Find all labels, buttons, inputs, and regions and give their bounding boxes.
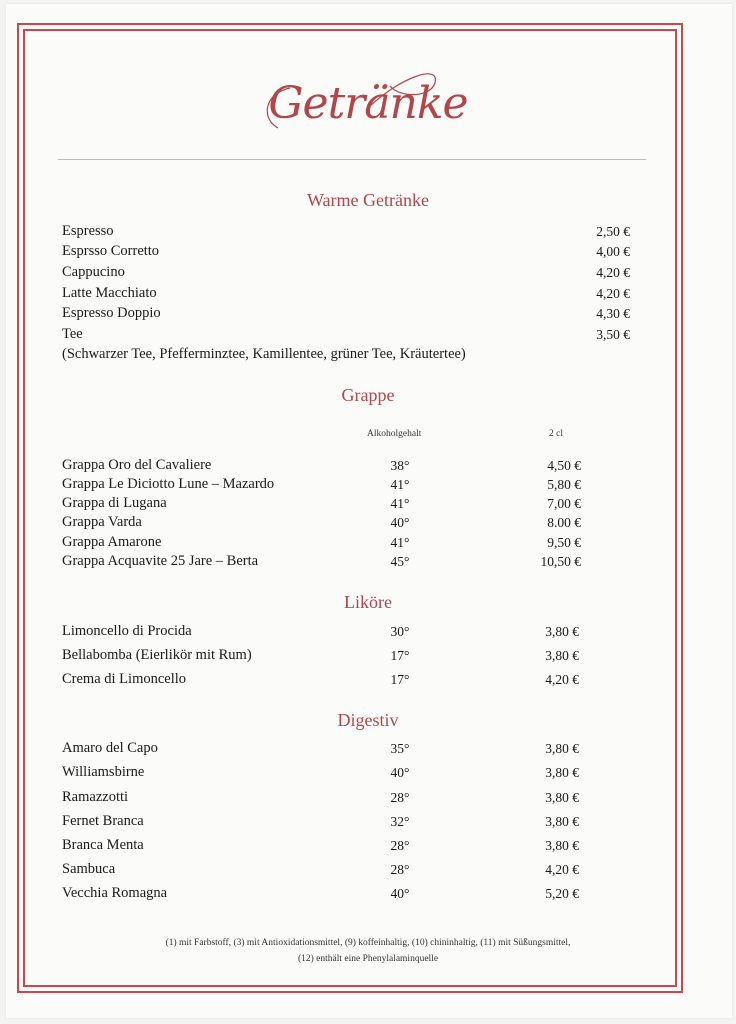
menu-item-name: Tee [62, 326, 83, 342]
menu-item-name: Latte Macchiato [62, 285, 157, 301]
menu-item-name: Esprsso Corretto [62, 243, 160, 259]
menu-item-price: 2,50 € [596, 224, 630, 239]
menu-item-abv: 30° [390, 624, 410, 639]
menu-item-name: Ramazzotti [62, 789, 129, 805]
menu-item-name: Crema di Limoncello [62, 671, 187, 687]
menu-item-abv: 28° [390, 862, 410, 877]
menu-item-name: Amaro del Capo [62, 740, 158, 756]
section-heading-grappe: Grappe [341, 385, 395, 405]
title-divider [58, 159, 646, 160]
menu-item-price: 10,50 € [540, 554, 581, 569]
menu-item-price: 7,00 € [547, 496, 581, 511]
menu-item-price: 3,80 € [545, 838, 579, 853]
menu-item-name: Grappa Varda [62, 514, 142, 530]
menu-item-abv: 17° [390, 648, 410, 663]
menu-item-price: 4,20 € [545, 672, 579, 687]
menu-item-name: Grappa Le Diciotto Lune – Mazardo [62, 476, 275, 492]
menu-item-price: 3,80 € [545, 741, 579, 756]
column-header-alcohol: Alkoholgehalt [367, 429, 422, 439]
menu-item-price: 3,80 € [545, 790, 579, 805]
menu-item-abv: 40° [390, 765, 410, 780]
section-heading-likoere: Liköre [344, 592, 392, 612]
footnote-line-1: (1) mit Farbstoff, (3) mit Antioxidationsmittel, (9) koffeinhaltig, (10) chininhaltig, (11) mit Süßungsmittel, [165, 938, 571, 948]
menu-item-name: Fernet Branca [62, 813, 144, 829]
menu-item-abv: 28° [390, 790, 410, 805]
menu-item-abv: 28° [390, 838, 410, 853]
menu-item-name: Grappa di Lugana [62, 495, 167, 511]
menu-item-price: 4,30 € [596, 306, 630, 321]
menu-item-price: 3,80 € [545, 765, 579, 780]
menu-item-abv: 32° [390, 814, 410, 829]
menu-item-price: 9,50 € [547, 535, 581, 550]
menu-item-abv: 41° [390, 496, 410, 511]
menu-item-name: Bellabomba (Eierlikör mit Rum) [62, 647, 252, 663]
menu-item-price: 8.00 € [547, 515, 581, 530]
menu-item-name: Williamsbirne [62, 764, 145, 780]
menu-item-abv: 41° [390, 477, 410, 492]
menu-item-price: 4,50 € [547, 458, 581, 473]
menu-item-price: 4,20 € [545, 862, 579, 877]
menu-item-name: Branca Menta [62, 837, 144, 853]
menu-item-abv: 40° [390, 515, 410, 530]
footnote-line-2: (12) enthält eine Phenylalaminquelle [297, 954, 439, 964]
menu-item-abv: 40° [390, 886, 410, 901]
menu-item-abv: 45° [390, 554, 410, 569]
tea-varieties-note: (Schwarzer Tee, Pfefferminztee, Kamillentee, grüner Tee, Kräutertee) [62, 346, 466, 362]
menu-item-name: Limoncello di Procida [62, 623, 192, 639]
section-heading-digestiv: Digestiv [337, 710, 399, 730]
section-heading-warm: Warme Getränke [307, 190, 429, 210]
menu-item-name: Grappa Oro del Cavaliere [62, 457, 212, 473]
menu-item-abv: 41° [390, 535, 410, 550]
column-header-size: 2 cl [549, 429, 563, 439]
menu-item-name: Espresso Doppio [62, 305, 161, 321]
menu-item-name: Espresso [62, 223, 114, 239]
menu-item-price: 4,20 € [596, 286, 630, 301]
menu-item-price: 4,20 € [596, 265, 630, 280]
menu-item-price: 5,80 € [547, 477, 581, 492]
menu-item-price: 3,80 € [545, 814, 579, 829]
menu-item-name: Sambuca [62, 861, 116, 877]
menu-item-name: Grappa Acquavite 25 Jare – Berta [62, 553, 259, 569]
menu-item-name: Cappucino [62, 264, 125, 280]
menu-item-price: 5,20 € [545, 886, 579, 901]
menu-item-name: Grappa Amarone [62, 534, 162, 550]
menu-item-name: Vecchia Romagna [62, 885, 168, 901]
menu-item-abv: 17° [390, 672, 410, 687]
page-title: Getränke [268, 78, 468, 129]
menu-item-abv: 38° [390, 458, 410, 473]
menu-item-price: 4,00 € [596, 244, 630, 259]
menu-item-abv: 35° [390, 741, 410, 756]
menu-item-price: 3,80 € [545, 624, 579, 639]
menu-item-price: 3,50 € [596, 327, 630, 342]
menu-item-price: 3,80 € [545, 648, 579, 663]
